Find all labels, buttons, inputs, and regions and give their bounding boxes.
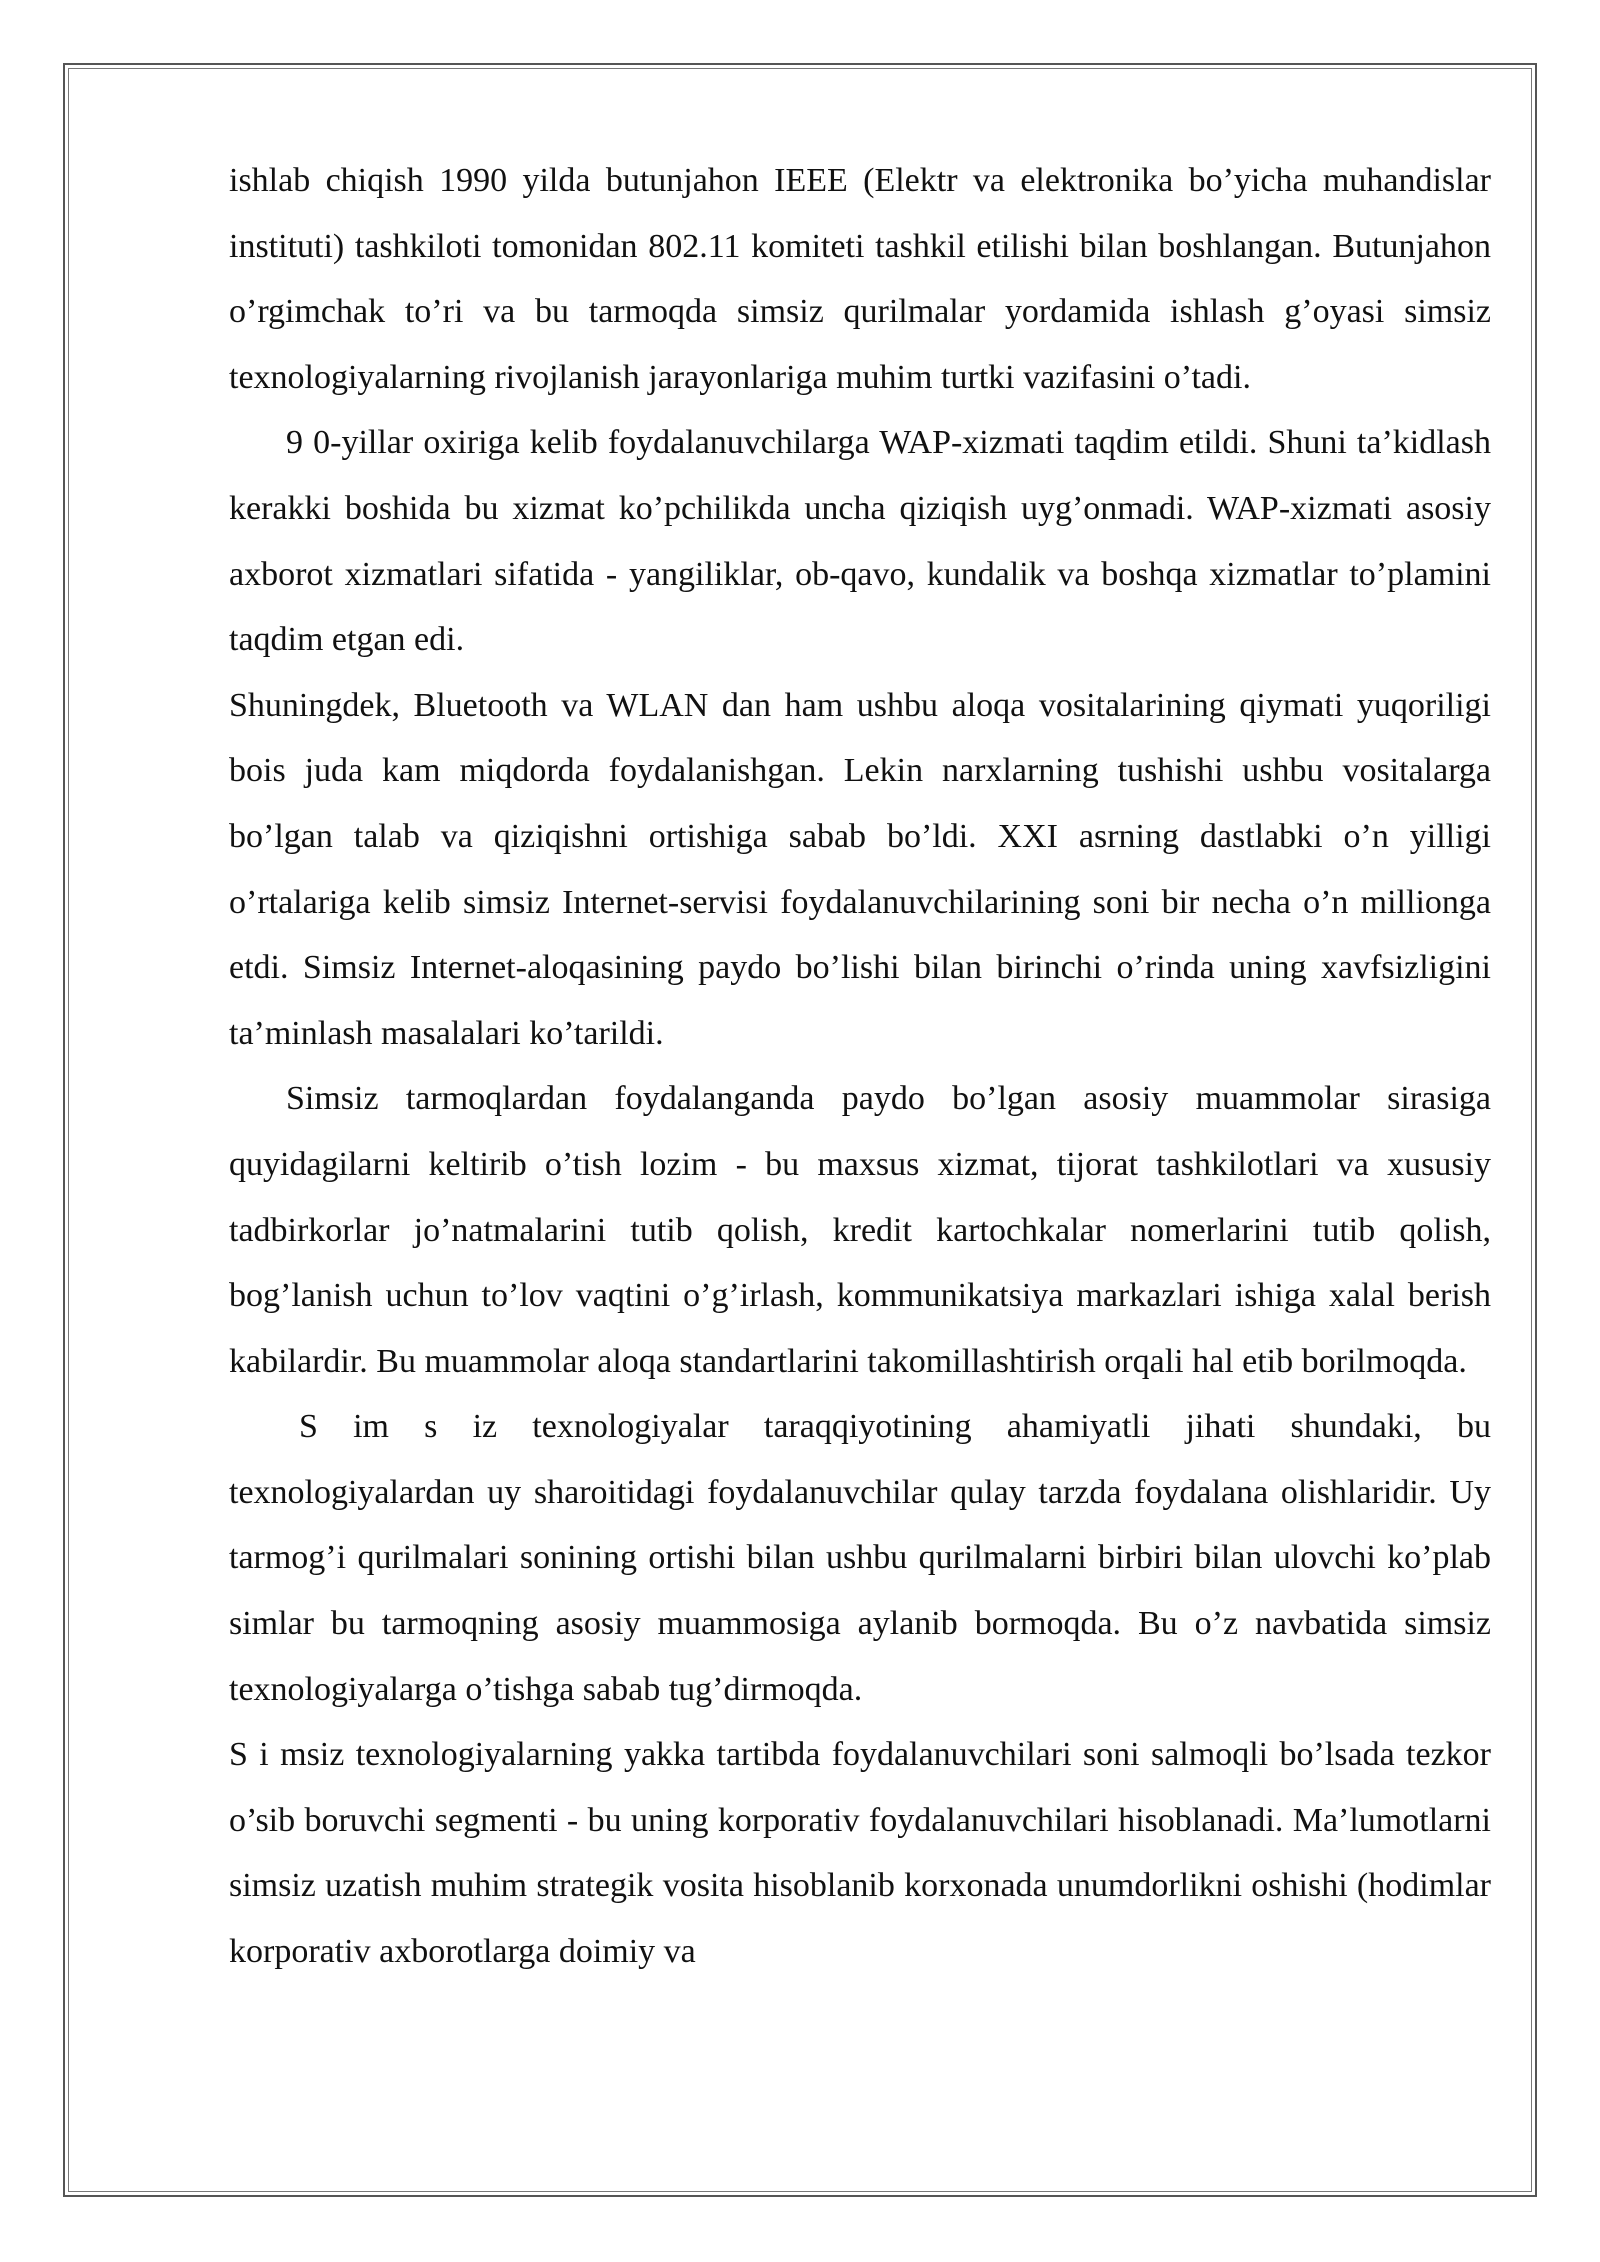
paragraph-2: 9 0-yillar oxiriga kelib foydalanuvchilarga WAP-xizmati taqdim etildi. Shuni ta’kidlash kerakki boshida bu xizmat ko’pchilikda uncha qiziqish uyg’onmadi. WAP-xizmati asosiy axborot xizmatlari sifatida - yangiliklar, ob-qavo, kundalik va boshqa xizmatlar to’plamini taqdim etgan edi. (229, 424, 1491, 659)
paragraph-1: ishlab chiqish 1990 yilda butunjahon IEEE (Elektr va elektronika bo’yicha muhandislar instituti) tashkiloti tomonidan 802.11 komiteti tashkil etilishi bilan boshlangan. Butunjahon o’rgimchak to’ri va bu tarmoqda simsiz qurilmalar yordamida ishlash g’oyasi simsiz texnologiyalarning rivojlanish jarayonlariga muhim turtki vazifasini o’tadi. (229, 162, 1491, 396)
paragraph-5: S im s iz texnologiyalar taraqqiyotining ahamiyatli jihati shundaki, bu texnologiyalardan uy sharoitidagi foydalanuvchilar qulay tarzda foydalana olishlaridir. Uy tarmog’i qurilmalari sonining ortishi bilan ushbu qurilmalarni birbiri bilan ulovchi ko’plab simlar bu tarmoqning asosiy muammosiga aylanib bormoqda. Bu o’z navbatida simsiz texnologiyalarga o’tishga sabab tug’dirmoqda. (229, 1408, 1491, 1708)
paragraph-4: Simsiz tarmoqlardan foydalanganda paydo bo’lgan asosiy muammolar sirasiga quyidagilarni keltirib o’tish lozim - bu maxsus xizmat, tijorat tashkilotlari va xususiy tadbirkorlar jo’natmalarini tutib qolish, kredit kartochkalar nomerlarini tutib qolish, bog’lanish uchun to’lov vaqtini o’g’irlash, kommunikatsiya markazlari ishiga xalal berish kabilardir. Bu muammolar aloqa standartlarini takomillashtirish orqali hal etib borilmoqda. (229, 1080, 1491, 1380)
paragraph-6: S i msiz texnologiyalarning yakka tartibda foydalanuvchilari soni salmoqli bo’lsada tezkor o’sib boruvchi segmenti - bu uning korporativ foydalanuvchilari hisoblanadi. Ma’lumotlarni simsiz uzatish muhim strategik vosita hisoblanib korxonada unumdorlikni oshishi (hodimlar korporativ axborotlarga doimiy va (229, 1736, 1491, 1971)
paragraph-3: Shuningdek, Bluetooth va WLAN dan ham ushbu aloqa vositalarining qiymati yuqoriligi bois juda kam miqdorda foydalanishgan. Lekin narxlarning tushishi ushbu vositalarga bo’lgan talab va qiziqishni ortishiga sabab bo’ldi. XXI asrning dastlabki o’n yilligi o’rtalariga kelib simsiz Internet-servisi foydalanuvchilarining soni bir necha o’n millionga etdi. Simsiz Internet-aloqasining paydo bo’lishi bilan birinchi o’rinda uning xavfsizligini ta’minlash masalalari ko’tarildi. (229, 686, 1491, 1052)
page-body (229, 148, 1491, 1985)
